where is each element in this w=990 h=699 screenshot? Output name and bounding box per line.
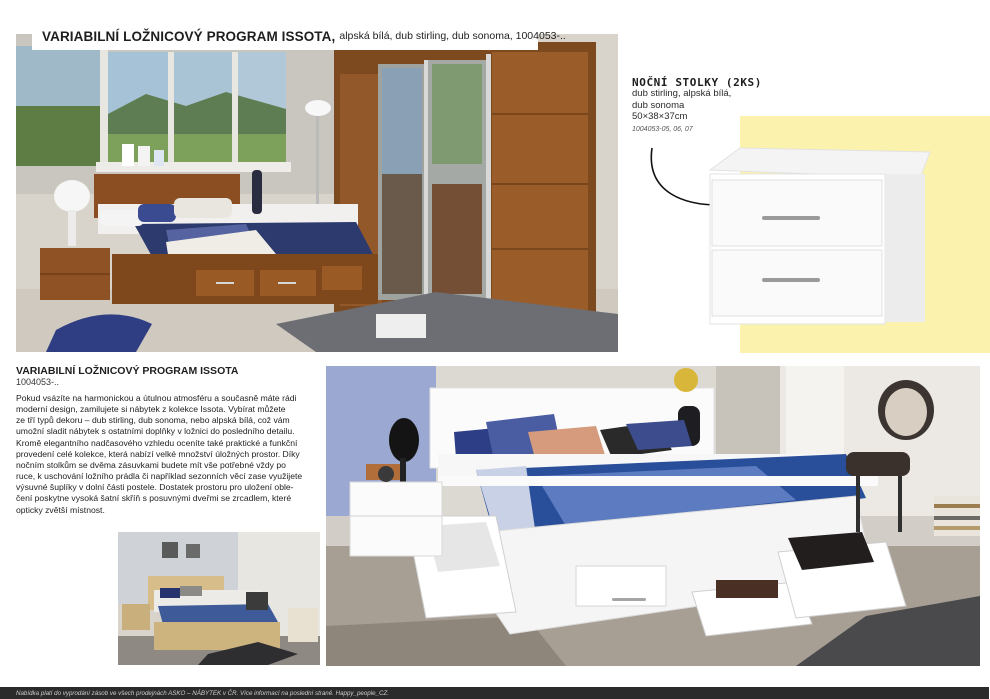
headline — [32, 22, 566, 50]
footer-disclaimer: Nabídka platí do vyprodání zásob ve všech prodejnách ASKO – NÁBYTEK v ČR. Více informací na poslední straně. Happy_people_CZ. — [16, 689, 389, 697]
article-line: opticky zvětší místnost. — [16, 504, 105, 515]
article-body — [16, 393, 322, 516]
nightstand-title: NOČNÍ STOLKY (2KS) — [632, 76, 763, 89]
headline-subtitle: alpská bílá, dub stirling, dub sonoma, 1004053-.. — [339, 30, 566, 42]
bedroom-sonoma-photo — [118, 532, 320, 665]
article-line: nočním stolkům se dvěma zásuvkami budete mít vše potřebné vždy po — [16, 459, 286, 470]
article-line: Pokud vsázíte na harmonickou a útulnou atmosféru a současně máte rádi — [16, 393, 297, 403]
headline-title: VARIABILNÍ LOŽNICOVÝ PROGRAM ISSOTA, — [42, 28, 336, 44]
footer-bar — [0, 687, 989, 699]
article-line: provedení celé kolekce, která nabízí velké množství úložných prostor. Díky — [16, 448, 300, 459]
article-line: umožní sladit nábytek s ostatními doplňky v ložnici do posledního detailu. — [16, 426, 295, 437]
article-line: moderní design, zamilujete si nábytek z kolekce Issota. Vybírat můžete — [16, 404, 286, 415]
nightstand-product-image — [640, 130, 930, 340]
bedroom-white-photo — [326, 366, 980, 666]
nightstand-line: dub sonoma — [632, 99, 685, 111]
nightstand-code: 1004053-05, 06, 07 — [632, 125, 693, 133]
nightstand-dimensions: 50×38×37cm — [632, 111, 688, 122]
nightstand-line: dub stirling, alpská bílá, — [632, 88, 732, 99]
article-heading: VARIABILNÍ LOŽNICOVÝ PROGRAM ISSOTA — [16, 365, 239, 377]
article-line: čení poskytne vysoká šatní skříň s posuvnými dveřmi se zrcadlem, které — [16, 493, 292, 504]
article-line: Kromě elegantního nadčasového vzhledu oceníte také praktické a funkční — [16, 437, 298, 448]
bedroom-wood-photo — [16, 34, 618, 352]
article-line: ruce, k uschování ložního prádla či například sezonních věcí zase využijete — [16, 471, 303, 482]
article-code: 1004053-.. — [16, 377, 60, 387]
nightstand-description — [632, 88, 792, 135]
article-line: výsuvné šuplíky v dolní části postele. Dostatek prostoru pro uložení oble- — [16, 482, 294, 493]
article-line: ze tří typů dekoru – dub stirling, dub sonoma, nebo alpská bílá, což vám — [16, 415, 290, 426]
